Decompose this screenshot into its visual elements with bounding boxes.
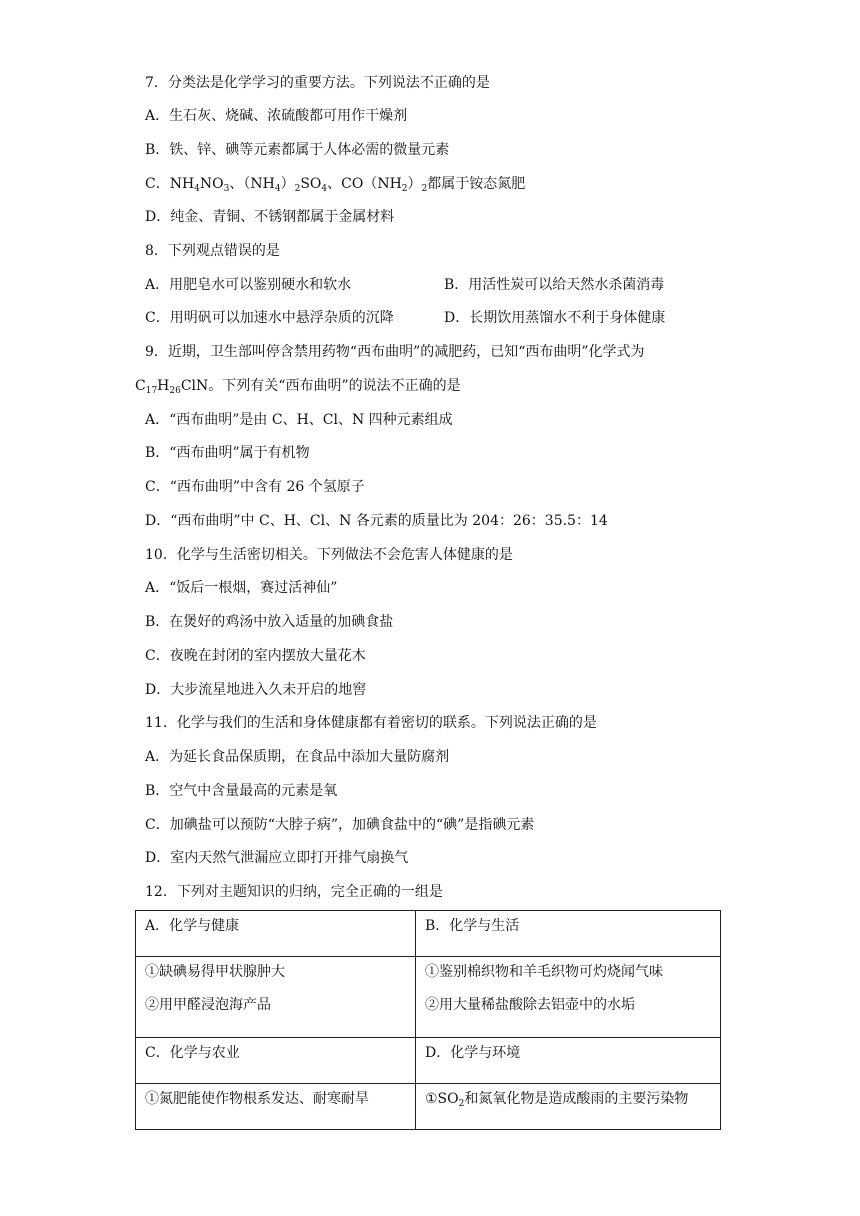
cell-c-header: C．化学与农业 [136,1038,416,1084]
q9-option-a: A．“西布曲明”是由 C、H、Cl、N 四种元素组成 [145,412,453,428]
q10-option-b: B．在煲好的鸡汤中放入适量的加碘食盐 [145,614,394,630]
q7-option-a: A．生石灰、烧碱、浓硫酸都可用作干燥剂 [145,108,408,124]
table-row [136,1038,721,1084]
q10-option-a: A．“饭后一根烟，赛过活神仙” [145,580,338,596]
q11-option-a: A．为延长食品保质期，在食品中添加大量防腐剂 [145,749,450,765]
q7-option-c: C．$NH_4NO_3$、$(NH_4)_2SO_4$、$CO(NH_2)_2$都属于铵态氮肥 [145,176,526,194]
q7-stem: 7．分类法是化学学习的重要方法。下列说法不正确的是 [145,75,490,91]
cell-b-item-1: ①鉴别棉织物和羊毛织物可灼烧闻气味 [425,964,663,980]
q11-stem: 11．化学与我们的生活和身体健康都有着密切的联系。下列说法正确的是 [145,715,597,731]
q12-table [135,910,721,1130]
cell-c-item-1: ①氮肥能使作物根系发达、耐寒耐旱 [145,1091,369,1107]
table-row [136,911,721,957]
q11-option-d: D．室内天然气泄漏应立即打开排气扇换气 [145,850,409,866]
cell-a-header: A．化学与健康 [136,911,416,957]
cell-b-item-2: ②用大量稀盐酸除去铝壶中的水垢 [425,997,635,1013]
q11-option-b: B．空气中含量最高的元素是氧 [145,783,338,799]
cell-a-item-2: ②用甲醛浸泡海产品 [145,997,271,1013]
q8-option-b: B．用活性炭可以给天然水杀菌消毒 [444,277,665,293]
q11-option-c: C．加碘盐可以预防“大脖子病”，加碘食盐中的“碘”是指碘元素 [145,817,535,833]
q9-stem: 9．近期，卫生部叫停含禁用药物“西布曲明”的减肥药，已知“西布曲明”化学式为 [145,344,645,360]
cell-d-item-1: $①SO_2$和氮氧化物是造成酸雨的主要污染物 [425,1091,689,1109]
q9-option-c: C．“西布曲明”中含有 26 个氢原子 [145,479,365,495]
q8-option-c: C．用明矾可以加速水中悬浮杂质的沉降 [145,310,394,326]
q7-option-d: D．纯金、青铜、不锈钢都属于金属材料 [145,209,395,225]
cell-d-body [416,1084,721,1130]
q10-option-c: C．夜晚在封闭的室内摆放大量花木 [145,648,366,664]
q8-option-d: D．长期饮用蒸馏水不利于身体健康 [444,310,666,326]
cell-d-header: D．化学与环境 [416,1038,721,1084]
q8-option-a: A．用肥皂水可以鉴别硬水和软水 [145,277,352,293]
q12-stem: 12．下列对主题知识的归纳，完全正确的一组是 [145,884,443,900]
q10-option-d: D．大步流星地进入久未开启的地窖 [145,682,367,698]
cell-b-header: B．化学与生活 [416,911,721,957]
q9-option-b: B．“西布曲明”属于有机物 [145,445,310,461]
table-row [136,1084,721,1130]
q9-formula-line: $C_{17}H_{26}ClN$。下列有关“西布曲明”的说法不正确的是 [135,378,461,396]
q8-stem: 8．下列观点错误的是 [145,243,280,259]
cell-c-body [136,1084,416,1130]
cell-b-body [416,957,721,1038]
table-row [136,957,721,1038]
q7-option-b: B．铁、锌、碘等元素都属于人体必需的微量元素 [145,142,450,158]
cell-a-body [136,957,416,1038]
q10-stem: 10．化学与生活密切相关。下列做法不会危害人体健康的是 [145,547,513,563]
cell-a-item-1: ①缺碘易得甲状腺肿大 [145,964,285,980]
q9-option-d: D．“西布曲明”中 C、H、Cl、N 各元素的质量比为 204：26：35.5：14 [145,513,608,529]
